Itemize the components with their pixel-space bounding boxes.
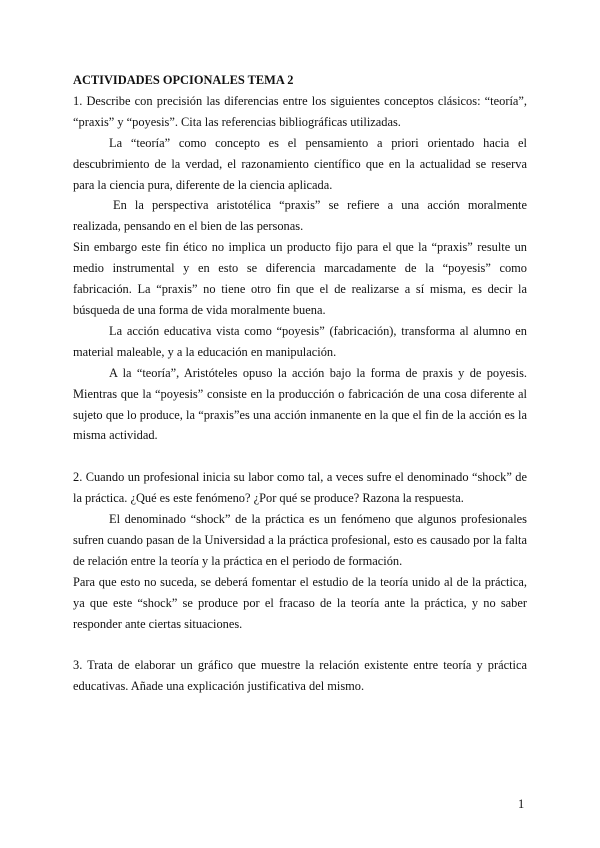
spacer	[73, 634, 527, 655]
question-3: 3. Trata de elaborar un gráfico que muestre la relación existente entre teoría y práctica educativas. Añade una explicación justificativa del mismo.	[73, 658, 527, 694]
document-title: ACTIVIDADES OPCIONALES TEMA 2	[73, 73, 294, 87]
answer-2-paragraph-1: El denominado “shock” de la práctica es un fenómeno que algunos profesionales sufren cuando pasan de la Universidad a la práctica profesional, esto es causado por la falta de relación entre la teoría y la práctica en el periodo de formación.	[73, 512, 527, 568]
answer-1-paragraph-4: La acción educativa vista como “poyesis” (fabricación), transforma al alumno en material maleable, y a la educación en manipulación.	[73, 323, 527, 359]
answer-1-paragraph-1: La “teoría” como concepto es el pensamiento a priori orientado hacia el descubrimiento de la verdad, el razonamiento científico que en la actualidad se reserva para la ciencia pura, diferente de la ciencia aplicada.	[73, 135, 527, 192]
question-2: 2. Cuando un profesional inicia su labor como tal, a veces sufre el denominado “shock” de la práctica. ¿Qué es este fenómeno? ¿Por qué se produce? Razona la respuesta.	[73, 470, 527, 506]
answer-1-paragraph-5: A la “teoría”, Aristóteles opuso la acción bajo la forma de praxis y de poyesis. Mientras que la “poyesis” consiste en la producción o fabricación de una cosa diferente al sujeto que lo produce, la “praxis”es una acción inmanente en la que el fin de la acción es la misma actividad.	[73, 365, 527, 443]
question-1: 1. Describe con precisión las diferencias entre los siguientes conceptos clásicos: “teoría”, “praxis” y “poyesis”. Cita las referencias bibliográficas utilizadas.	[73, 93, 527, 129]
page-number: 1	[518, 797, 525, 811]
document-body	[73, 70, 527, 697]
answer-1-paragraph-3: Sin embargo este fin ético no implica un producto fijo para el que la “praxis” resulte un medio instrumental y en esto se diferencia marcadamente de la “poyesis” como fabricación. La “praxis” no tiene otro fin que el de realizarse a sí misma, es decir la búsqueda de una forma de vida moralmente buena.	[73, 240, 527, 317]
answer-2-paragraph-2: Para que esto no suceda, se deberá fomentar el estudio de la teoría unido al de la práctica, ya que este “shock” se produce por el fracaso de la teoría ante la práctica, y no saber responder ante ciertas situaciones.	[73, 574, 527, 631]
spacer	[73, 446, 527, 467]
answer-1-paragraph-2: En la perspectiva aristotélica “praxis” se refiere a una acción moralmente realizada, pensando en el bien de las personas.	[73, 198, 527, 234]
